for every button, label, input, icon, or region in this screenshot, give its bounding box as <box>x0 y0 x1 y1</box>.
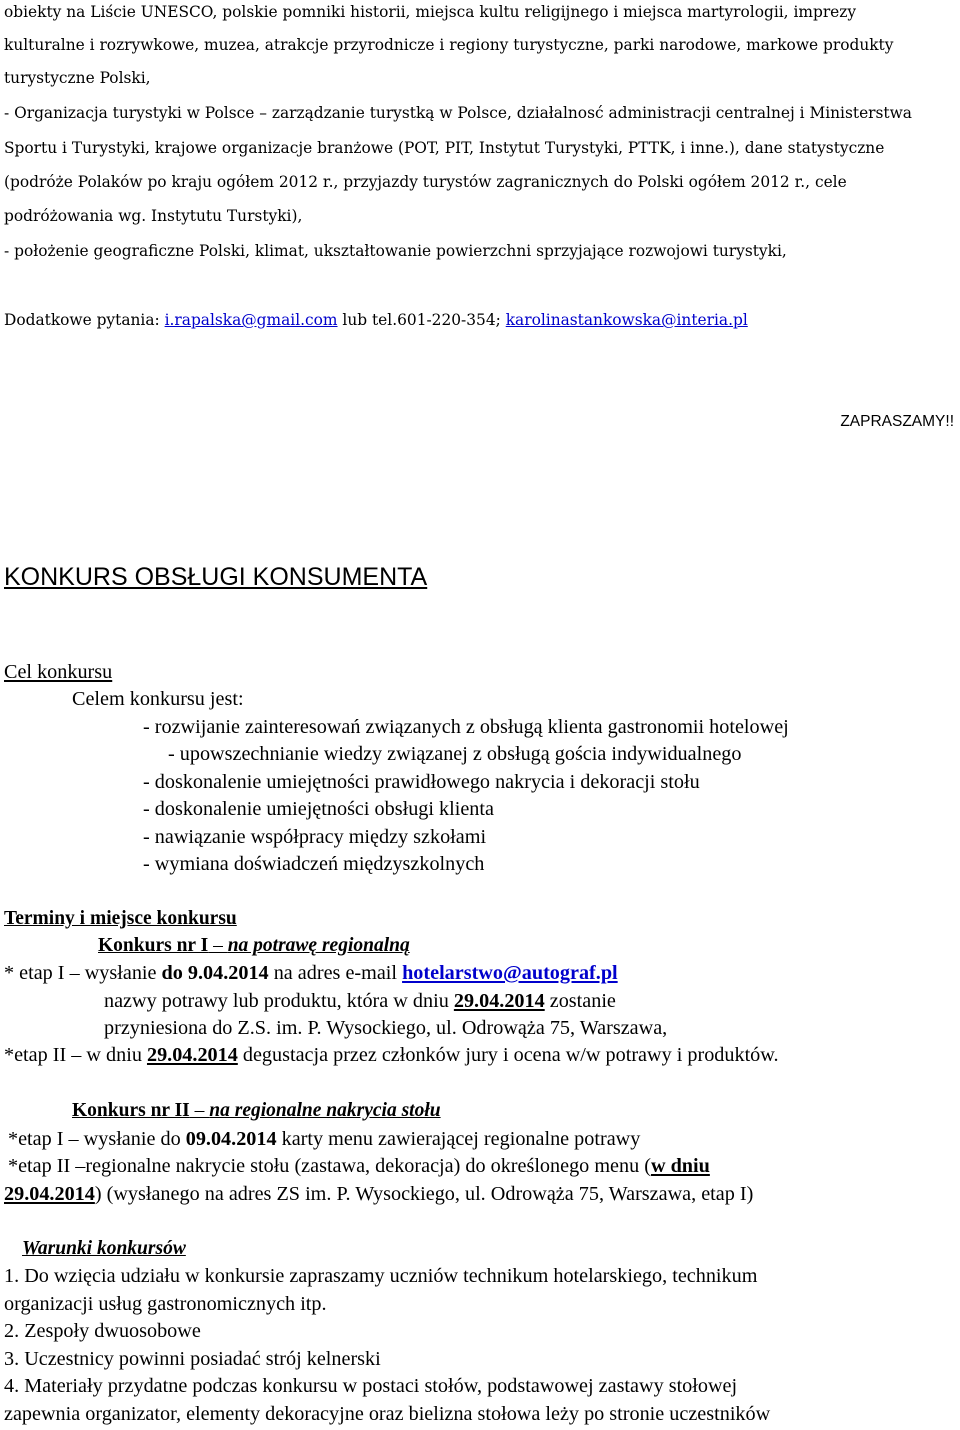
contest1-line3: przyniesiona do Z.S. im. P. Wysockiego, ul. Odrowąża 75, Warszawa, <box>104 1017 668 1039</box>
contest1-stage1-date: do 9.04.2014 <box>161 962 269 984</box>
email-link-rapalska[interactable]: i.rapalska@gmail.com <box>164 311 338 329</box>
goal-intro: Celem konkursu jest: <box>72 688 244 710</box>
schedule-heading: Terminy i miejsce konkursu <box>4 908 237 929</box>
contest1-heading <box>98 935 410 957</box>
contest2-stage2-bold: w dniu <box>650 1155 710 1177</box>
contest1-line2-prefix: nazwy potrawy lub produktu, która w dniu <box>104 990 454 1012</box>
goal-item: - rozwijanie zainteresowań związanych z obsługą klienta gastronomii hotelowej <box>143 716 789 738</box>
goal-heading: Cel konkursu <box>4 661 113 683</box>
contact-middle: lub tel.601-220-354; <box>337 311 506 329</box>
goal-item: - upowszechnianie wiedzy związanej z obsługą gościa indywidualnego <box>168 743 742 765</box>
contest2-stage1-prefix: *etap I – wysłanie do <box>8 1128 186 1150</box>
intro-line-4: - Organizacja turystyki w Polsce – zarządzanie turystką w Polsce, działalnosć administracji centralnej i Ministerstwa <box>4 104 912 122</box>
conditions-heading: Warunki konkursów <box>22 1238 186 1259</box>
contest2-line3 <box>4 1183 753 1206</box>
intro-line-6: (podróże Polaków po kraju ogółem 2012 r., przyjazdy turystów zagranicznych do Polski ogółem 2012 r., cele <box>4 173 847 191</box>
intro-line-5: Sportu i Turystyki, krajowe organizacje branżowe (POT, PIT, Instytut Turystyki, PTTK, i inne.), dane statystyczne <box>4 139 885 157</box>
contest2-stage1 <box>8 1128 640 1151</box>
conditions-line: organizacji usług gastronomicznych itp. <box>4 1293 327 1315</box>
intro-line-1: obiekty na Liście UNESCO, polskie pomniki historii, miejsca kultu religijnego i miejsca martyrologii, imprezy <box>4 3 857 21</box>
email-link-hotelarstwo[interactable]: hotelarstwo@autograf.pl <box>402 962 618 984</box>
contest1-topic: na potrawę regionalną <box>227 935 410 956</box>
goal-item: - wymiana doświadczeń międzyszkolnych <box>143 853 485 875</box>
contest1-stage1 <box>4 962 618 985</box>
contest2-label: Konkurs nr II <box>72 1100 190 1121</box>
goal-item: - doskonalenie umiejętności obsługi klienta <box>143 798 494 820</box>
contest2-dash: – <box>189 1100 210 1121</box>
intro-line-8: - położenie geograficzne Polski, klimat, ukształtowanie powierzchni sprzyjające rozwojowi turystyki, <box>4 242 787 260</box>
contest1-label: Konkurs nr I <box>98 935 209 956</box>
email-link-stankowska[interactable]: karolinastankowska@interia.pl <box>505 311 748 329</box>
contest1-stage2-date: 29.04.2014 <box>146 1044 238 1066</box>
conditions-line: 4. Materiały przydatne podczas konkursu w postaci stołów, podstawowej zastawy stołowej <box>4 1375 738 1397</box>
contest1-stage2-prefix: *etap II – w dniu <box>4 1044 147 1066</box>
intro-line-7: podróżowania wg. Instytutu Turstyki), <box>4 207 303 225</box>
conditions-line: zapewnia organizator, elementy dekoracyjne oraz bielizna stołowa leży po stronie uczestników <box>4 1403 771 1425</box>
contest1-stage1-mid: na adres e-mail <box>268 962 403 984</box>
conditions-line: 2. Zespoły dwuosobowe <box>4 1320 201 1342</box>
contest1-stage2 <box>4 1044 779 1067</box>
contact-line <box>4 303 748 337</box>
contest2-stage1-suffix: karty menu zawierającej regionalne potrawy <box>276 1128 641 1150</box>
contest2-line3-date: 29.04.2014 <box>4 1183 95 1205</box>
page-title: KONKURS OBSŁUGI KONSUMENTA <box>4 563 428 591</box>
conditions-line: 1. Do wzięcia udziału w konkursie zapraszamy uczniów technikum hotelarskiego, technikum <box>4 1265 758 1287</box>
contest2-line3-suffix: ) (wysłanego na adres ZS im. P. Wysockiego, ul. Odrowąża 75, Warszawa, etap I) <box>94 1183 754 1205</box>
intro-line-3: turystyczne Polski, <box>4 69 151 87</box>
contest2-stage2 <box>8 1155 710 1178</box>
intro-line-2: kulturalne i rozrywkowe, muzea, atrakcje przyrodnicze i regiony turystyczne, parki narodowe, markowe produkty <box>4 36 894 54</box>
contest1-line2-suffix: zostanie <box>544 990 616 1012</box>
contest1-dash: – <box>208 935 228 956</box>
conditions-line: 3. Uczestnicy powinni posiadać strój kelnerski <box>4 1348 381 1370</box>
invitation-text: ZAPRASZAMY!! <box>840 413 954 430</box>
goal-item: - doskonalenie umiejętności prawidłowego nakrycia i dekoracji stołu <box>143 771 700 793</box>
contest1-stage2-suffix: degustacja przez członków jury i ocena w/w potrawy i produktów. <box>237 1044 779 1066</box>
contest1-stage1-prefix: * etap I – wysłanie <box>4 962 162 984</box>
contest1-line2 <box>104 990 616 1013</box>
goal-item: - nawiązanie współpracy między szkołami <box>143 826 487 848</box>
contest2-heading <box>72 1100 441 1122</box>
contest1-line2-date: 29.04.2014 <box>453 990 545 1012</box>
contact-prefix: Dodatkowe pytania: <box>4 311 165 329</box>
contest2-stage2-prefix: *etap II –regionalne nakrycie stołu (zastawa, dekoracja) do określonego menu ( <box>8 1155 651 1177</box>
contest2-topic: na regionalne nakrycia stołu <box>209 1100 441 1121</box>
contest2-stage1-date: 09.04.2014 <box>185 1128 277 1150</box>
